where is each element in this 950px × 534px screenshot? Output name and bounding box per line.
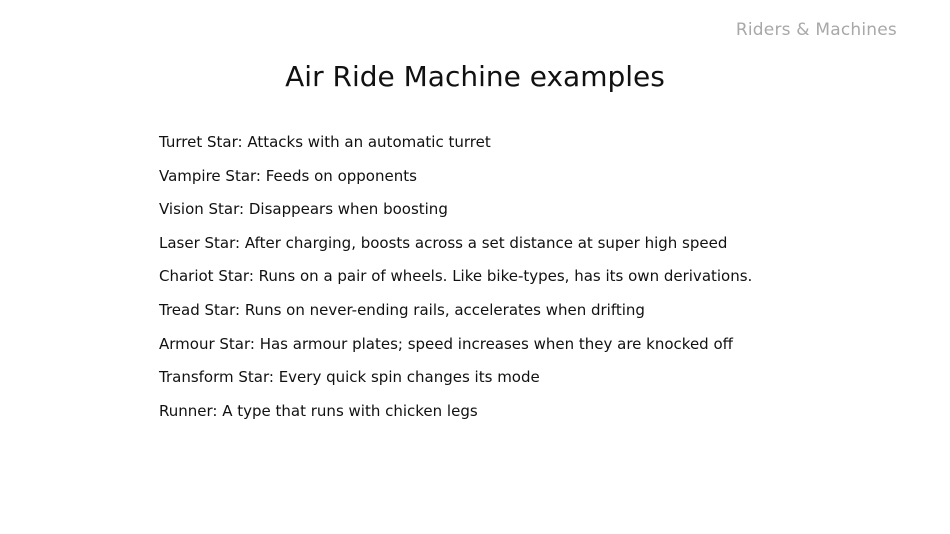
list-item: Vision Star: Disappears when boosting: [159, 200, 448, 219]
machine-list: [159, 132, 752, 434]
list-item: Vampire Star: Feeds on opponents: [159, 166, 417, 185]
list-item: Transform Star: Every quick spin changes its mode: [159, 368, 540, 387]
slide-title: Air Ride Machine examples: [285, 60, 665, 93]
list-item: Runner: A type that runs with chicken legs: [159, 401, 478, 420]
list-item: Laser Star: After charging, boosts across a set distance at super high speed: [159, 233, 728, 252]
section-label: Riders & Machines: [735, 20, 897, 40]
list-item: Chariot Star: Runs on a pair of wheels. Like bike-types, has its own derivations.: [159, 267, 753, 286]
list-item: Armour Star: Has armour plates; speed increases when they are knocked off: [159, 334, 733, 353]
list-item: Tread Star: Runs on never-ending rails, accelerates when drifting: [159, 300, 645, 319]
list-item: Turret Star: Attacks with an automatic turret: [159, 133, 491, 151]
